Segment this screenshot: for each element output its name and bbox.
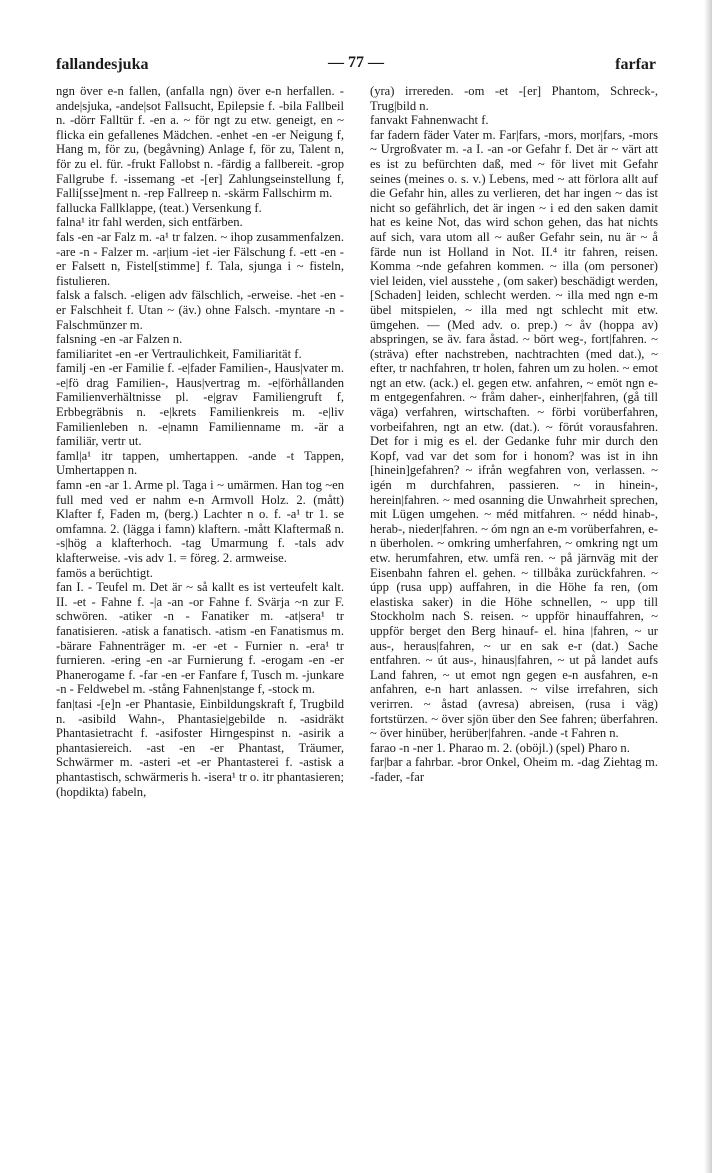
page-header bbox=[56, 54, 656, 80]
header-right-guide-word: farfar bbox=[615, 56, 656, 73]
left-column bbox=[56, 84, 344, 1144]
header-left-guide-word: fallandesjuka bbox=[56, 56, 149, 73]
dictionary-entry: famös a berüchtigt. bbox=[56, 565, 153, 580]
dictionary-entry: faml|a¹ itr tappen, umhertappen. -ande -t Tappen, Umhertappen n. bbox=[56, 448, 344, 478]
dictionary-entry: fan I. - Teufel m. Det är ~ så kallt es ist verteufelt kalt. II. -et - Fahne f. -|a -an -or Fahne f. Svärja ~n zur F. schwören. -atiker -n - Fanatiker m. -at|sera¹ tr fanatisieren. -atisk a fanatisch. -atism -en Fanatismus m. -bärare Fahnenträger m. -er -et - Furnier n. -era¹ tr furnieren. -ering -en -ar Furnierung f. -erogam -en -er Phanerogame f. -far -en -er Fanfare f, Tusch m. -junkare -n - Feldwebel m. -stång Fahnen|stange f, -stock m. bbox=[56, 580, 344, 697]
dictionary-entry: fan|tasi -[e]n -er Phantasie, Einbildungskraft f, Trugbild n. -asibild Wahn-, Phantasie|gebilde n. -asidräkt Phantasietracht f. -asifoster Hirngespinst n. -asirik a phantasiereich. -ast -en -er Phantast, Träumer, Schwärmer m. -asteri -et -er Phantasterei f. -astisk a phantastisch, schwärmeris h. -isera¹ tr o. itr phantasieren; (hopdikta) fabeln, bbox=[56, 696, 344, 799]
dictionary-entry: farao -n -ner 1. Pharao m. 2. (oböjl.) (spel) Pharo n. bbox=[370, 740, 630, 755]
dictionary-entry: familj -en -er Familie f. -e|fader Familien-, Haus|vater m. -e|fö drag Familien-, Haus|vertrag m. -e|förhållanden Familienverhältnisse pl. -e|grav Familiengruft f, Erbbegräbnis n. -e|krets Familienkreis m. -e|liv Familienleben n. -e|namn Familienname m. -är a familiär, vertr ut. bbox=[56, 361, 344, 449]
dictionary-entry: ngn över e-n fallen, (anfalla ngn) över e-n herfallen. -ande|sjuka, -ande|sot Fallsucht, Epilepsie f. -bila Fallbeil n. -dörr Falltür f. -en a. ~ för ngt zu etw. geneigt, en ~ flicka ein gefallenes Mädchen. -enhet -en -er Neigung f, Hang m, för zu, (begåvning) Anlage f, för zu, Talent n, för zu el. für. -frukt Fallobst n. -färdig a fallbereit. -grop Fallgrube f. -issemang -et -[er] Zahlungseinstellung f, Falli[sse]ment n. -rep Fallreep n. -skärm Fallschirm m. bbox=[56, 84, 344, 201]
dictionary-entry: famn -en -ar 1. Arme pl. Taga i ~ umärmen. Han tog ~en full med ved er nahm e-n Armvoll Holz. 2. (mått) Klafter f, Faden m, (berg.) Lachter n o. f. -a¹ tr 1. se omfamna. 2. (lägga i famn) klaftern. -mått Klaftermaß n. -s|hög a klafterhoch. -tag Umarmung f. -tals adv klafterweise. -vis adv 1. = föreg. 2. armweise. bbox=[56, 478, 344, 565]
dictionary-entry: far fadern fäder Vater m. Far|fars, -mors, mor|fars, -mors ~ Urgroßvater m. -a I. -an -or Gefahr f. Det är ~ värt att es ist zu befürchten daß, med ~ för livet mit Gefahr seines (meines o. s. v.) Lebens, med ~ att förlora allt auf die Gefahr hin, alles zu verlieren, det har ingen ~ das ist nicht so gefährlich, det är ingen ~ i ed den saken damit hat es keine Not, das wird schon gehen, das hat nichts auf sich, vara utom all ~ außer Gefahr sein, nu är ~ å färde nun ist Holland in Not. II.⁴ itr fahren, reisen. Komma ~nde gefahren kommen. ~ illa (om personer) viel leiden, viel ausstehe , (om saker) beschädigt werden, [Schaden] leiden, schlecht werden. ~ illa med ngn e-m übel mitspielen, ~ illa med ngt schlecht mit etw. ümgehen. — (Med adv. o. prep.) ~ åv (hoppa av) abspringen, se äv. fara åstad. ~ bört weg-, fort|fahren. ~ (sträva) efter nachstreben, nachtrachten (med dat.), ~ efter, tr nachfahren, tr holen, fahren um zu holen. ~ emot ngt an etw. (ack.) el. gegen etw. anfahren, ~ emöt ngn e-m entgegenfahren. ~ fråm daher-, einher|fahren, (gå till väga) verfahren, wirtschaften. ~ förbi vorüberfahren, vorbeifahren, ngt an etw. (dat.). ~ förút vorausfahren. Det for i mig es el. der Gedanke fuhr mir durch den Kopf, vad var det som for i honom? was ist in ihn [hinein]gefahren? ~ ifrån wegfahren von, verlassen. ~ igén m durchfahren, passieren. ~ in hinein-, herein|fahren. ~ med osanning die Unwahrheit sprechen, mit Lügen umgehen. ~ méd mitfahren. ~ nédd hinab-, herab-, nieder|fahren. ~ óm ngn an e-m vorüberfahren, e-n überholen. ~ omkring umherfahren, ~ omkring ngt um etw. herumfahren, etw. umfä ren. ~ på järnväg mit der Eisenbahn fahren el. gehen. ~ tillbåka zurückfahren. ~ úpp (rusa upp) auffahren, in die Höhe fa ren, (om elastiska saker) in die Höhe schnellen, ~ upp till Stockholm nach S. reisen. ~ uppför hinauffahren, ~ uppför berget den Berg hinauf- el. hina |fahren, ~ ur aus-, heraus|fahren, ~ ur en sak e-r (dat.) Sache entfahren. ~ út aus-, hinaus|fahren, ~ ut på landet aufs Land fahren, ~ ut emot ngn gegen e-n ausfahren, e-n anfahren, e-n hart anlassen. ~ vilse irrefahren, sich verirren. ~ åstad (avresa) abreisen, (rusa i väg) fortstürzen. ~ över sjön über den See fahren; überfahren. ~ över hinüber, herüber|fahren. -ande -t Fahren n. bbox=[370, 127, 658, 741]
right-column bbox=[370, 84, 658, 1144]
dictionary-entry: fallucka Fallklappe, (teat.) Versenkung f. bbox=[56, 200, 262, 215]
dictionary-entry: fals -en -ar Falz m. -a¹ tr falzen. ~ ihop zusammenfalzen. -are -n - Falzer m. -ar|ium -iet -ier Fälschung f. -ett -en -er Falsett n, Fistel[stimme] f. Tala, sjunga i ~ fisteln, fistulieren. bbox=[56, 229, 344, 288]
dictionary-entry: falsning -en -ar Falzen n. bbox=[56, 332, 183, 347]
dictionary-entry: fanvakt Fahnenwacht f. bbox=[370, 113, 489, 128]
dictionary-entry: falna¹ itr fahl werden, sich entfärben. bbox=[56, 215, 243, 230]
dictionary-entry: far|bar a fahrbar. -bror Onkel, Oheim m. -dag Ziehtag m. -fader, -far bbox=[370, 755, 658, 784]
page-edge-shadow bbox=[704, 0, 712, 1173]
dictionary-entry: (yra) irrereden. -om -et -[er] Phantom, Schreck-, Trug|bild n. bbox=[370, 84, 658, 113]
dictionary-entry: familiaritet -en -er Vertraulichkeit, Familiarität f. bbox=[56, 346, 302, 361]
dictionary-entry: falsk a falsch. -eligen adv fälschlich, -erweise. -het -en -er Falschheit f. Utan ~ (äv.) ohne Falsch. -myntare -n - Falschmünzer m. bbox=[56, 288, 344, 332]
page-number: — 77 — bbox=[328, 54, 384, 71]
